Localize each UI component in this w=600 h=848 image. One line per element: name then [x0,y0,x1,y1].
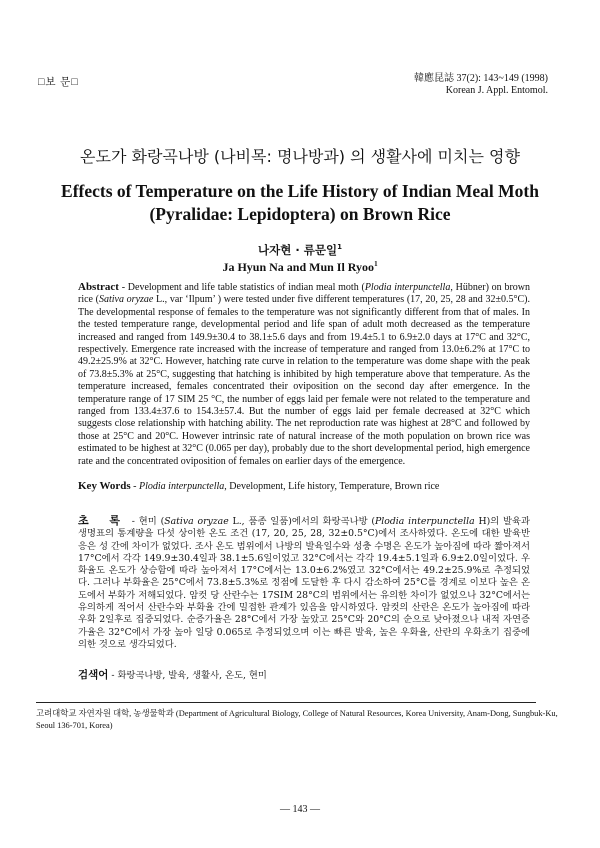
korean-abstract-text-2: L., 품종 일품)에서의 화랑곡나방 ( [228,516,376,527]
english-author-names: Ja Hyun Na and Mun Il Ryoo [222,260,375,274]
korean-keywords-label: 검색어 [78,669,109,681]
keywords-species: Plodia interpunctella [139,481,225,492]
korean-abstract [78,515,530,651]
abstract-text-2: , Hübner) on brown rice ( [78,282,531,306]
korean-abstract-species-name: Plodia interpunctella [375,516,475,527]
english-title-line1: Effects of Temperature on the Life History of Indian Meal Moth [61,181,539,201]
journal-citation-line2: Korean J. Appl. Entomol. [445,85,548,96]
affiliation-footnote: 고려대학교 자연자원 대학, 농생물학과 (Department of Agricultural Biology, College of Natural Resources, Korea University, Anam-Dong, Sungbuk-Ku, Seoul 136-701, Korea) [36,709,558,730]
korean-author-affiliation-mark: 1 [337,243,342,252]
korean-author-names: 나자현 · 류문일 [258,243,338,257]
abstract-label: Abstract [78,281,119,293]
korean-abstract-label: 초 록 [78,514,128,527]
abstract-species-name: Plodia interpunctella [364,282,451,293]
keywords-rest: , Development, Life history, Temperature, Brown rice [224,481,440,492]
footnote-divider [36,702,536,703]
journal-citation-line1: 韓應昆誌 37(2): 143~149 (1998) [413,73,548,84]
korean-keywords [78,667,530,682]
korean-authors [0,242,600,258]
english-title-line2: (Pyralidae: Lepidoptera) on Brown Rice [149,204,451,224]
english-author-affiliation-mark: 1 [374,260,378,268]
keywords-dash: - [130,481,140,492]
korean-abstract-text-1: - 현미 ( [127,516,165,527]
korean-title: 온도가 화랑곡나방 (나비목: 명나방과) 의 생활사에 미치는 영향 [80,147,520,166]
english-authors [0,260,600,275]
keywords-label: Key Words [78,480,131,492]
english-title [40,180,560,226]
journal-citation [414,73,548,97]
abstract-rice-name: Sativa oryzae [99,294,154,306]
article-type-label: □보 문□ [38,77,79,88]
abstract [78,281,530,468]
korean-keywords-text: - 화랑곡나방, 발육, 생활사, 온도, 현미 [108,670,267,681]
abstract-text-1: - Development and life table statistics of indian meal moth ( [118,282,365,293]
keywords [78,480,530,493]
page-number: — 143 — [280,804,320,815]
abstract-text-3: L., var ‘Ilpum’ ) were tested under five different temperatures (17, 20, 25, 28 and 32±0.5°C). The developmental response of females to the temperature was not significantly different from that of males. In the tested temperature range, developmental period and life span of adult moth decreased as the temperature increased and ranged from 149.9±30.4 to 38.1±5.6 days and from 19.4±5.1 to 6.9±2.0 days at 17°C and 32°C, respectively. Emergence rate increased with the increase of temperature and ranged from 13.0±6.2% at 17°C to 49.2±25.9% at 32°C. However, hatching rate curve in relation to the temperature was dome shape with the peak of 73.8±5.3% at 25°C, suggesting that hatching is inhibited by high temperature above that temperature. As the temperature increased, females concentrated their oviposition on the second day after emergence. In the temperature range of 17 SIM 25 °C, the number of eggs laid per female were not related to the temperature and ranged from 133.4±37.6 to 154.3±57.4. But the number of eggs laid per female decreased at 32°C which suggests close relationship with hatching ability. The net reproduction rate was highest at 28°C and followed by those at 25°C and 20°C. However intrinsic rate of natural increase of the moth population on brown rice was estimated to be highest at 32°C (0.065 per day), probably due to the short developmental period, high emergence rate and the concentrated oviposition of females on earlier days of the emergence. [78,294,530,467]
korean-abstract-text-3: H)의 발육과 생명표의 통계량을 다섯 상이한 온도 조건 (17, 20, 25, 28, 32±0.5°C)에서 조사하였다. 온도에 대한 발육반응은 성 간에 차이가 없었다. 조사 온도 범위에서 나방의 발육일수와 성충 수명은 온도가 높아짐에 따라 짧아져서 17°C에서 각각 149.9±30.4일과 38.1±5.6일이었고 32°C에서는 각각 19.4±5.1일과 6.9±2.0일이었다. 우화율도 온도가 상승함에 따라 높아져서 17°C에서는 13.0±6.2%였고 32°C에서는 49.2±25.9%로 추정되었다. 그러나 부화율은 25°C에서 73.8±5.3%로 정점에 도달한 후 다시 감소하여 25°C를 경계로 이보다 높은 온도에서 부화가 저해되었다. 암컷 당 산란수는 17SIM 28°C의 범위에서는 유의한 차이가 없었으나 32°C에서는 유의하게 적어서 산란수와 부화율 간에 밀접한 관계가 있음을 암시하였다. 암컷의 산란은 온도가 높아짐에 따라 우화 2일후로 집중되었다. 순증가율은 28°C에서 가장 높았고 25°C와 20°C의 순으로 낮아졌으나 내적 자연증가율은 32°C에서 가장 높아 일당 0.065로 추정되었으며 이는 빠른 발육, 높은 우화율, 산란의 우화초기 집중에 의한 것으로 생각되었다. [78,516,530,650]
korean-abstract-rice-name: Sativa oryzae [164,516,229,527]
